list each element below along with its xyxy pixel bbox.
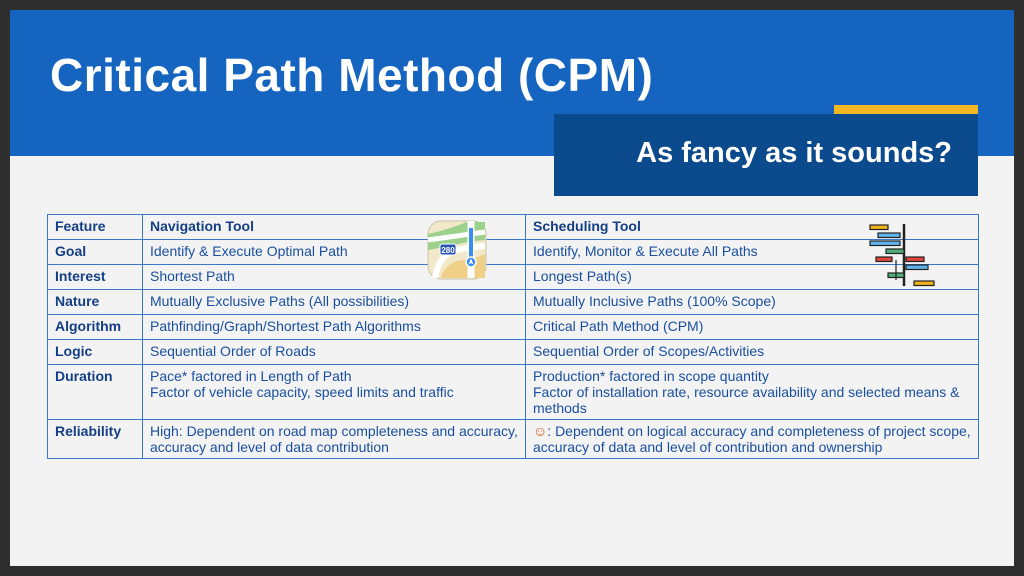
subtitle-box xyxy=(554,114,978,196)
smiley-icon: ☺ xyxy=(533,423,548,439)
table-row xyxy=(48,365,979,420)
cell-line: Longest Path(s) xyxy=(533,268,632,284)
cell-text: : Dependent on logical accuracy and completeness of project scope, accuracy of data and level of contribution and ownership xyxy=(533,423,971,455)
slide-title: Critical Path Method (CPM) xyxy=(50,49,654,101)
row-navigation-cell xyxy=(143,365,526,420)
highway-shield-label: 280 xyxy=(441,246,455,255)
cell-line: Shortest Path xyxy=(150,268,235,284)
table-row xyxy=(48,290,979,315)
row-navigation-cell xyxy=(143,290,526,315)
cell-line: High: Dependent on road map completeness and accuracy, accuracy and level of data contribution xyxy=(150,423,518,455)
table-header-row xyxy=(48,215,979,240)
gantt-chart-icon xyxy=(868,220,938,290)
header-navigation-tool: Navigation Tool xyxy=(143,215,526,240)
cell-line: Sequential Order of Scopes/Activities xyxy=(533,343,765,359)
cell-line xyxy=(533,423,971,455)
row-navigation-cell xyxy=(143,340,526,365)
table-row xyxy=(48,420,979,459)
cell-line: Production* factored in scope quantity xyxy=(533,368,769,384)
header-scheduling-tool: Scheduling Tool xyxy=(526,215,979,240)
row-scheduling-cell xyxy=(526,315,979,340)
row-navigation-cell xyxy=(143,420,526,459)
row-feature: Logic xyxy=(48,340,143,365)
row-feature: Interest xyxy=(48,265,143,290)
row-feature: Nature xyxy=(48,290,143,315)
cell-line: Identify & Execute Optimal Path xyxy=(150,243,348,259)
cell-line: Pathfinding/Graph/Shortest Path Algorithms xyxy=(150,318,421,334)
row-scheduling-cell xyxy=(526,420,979,459)
cell-line: Pace* factored in Length of Path xyxy=(150,368,352,384)
row-feature: Reliability xyxy=(48,420,143,459)
row-feature: Duration xyxy=(48,365,143,420)
cell-line: Identify, Monitor & Execute All Paths xyxy=(533,243,758,259)
cell-line: Factor of installation rate, resource availability and selected means & methods xyxy=(533,384,960,416)
cell-line: Mutually Exclusive Paths (All possibilities) xyxy=(150,293,410,309)
cell-line: Mutually Inclusive Paths (100% Scope) xyxy=(533,293,776,309)
header-feature: Feature xyxy=(48,215,143,240)
row-scheduling-cell xyxy=(526,365,979,420)
cell-line: Critical Path Method (CPM) xyxy=(533,318,704,334)
cell-line: Sequential Order of Roads xyxy=(150,343,316,359)
row-feature: Algorithm xyxy=(48,315,143,340)
row-scheduling-cell xyxy=(526,290,979,315)
maps-app-icon xyxy=(427,220,487,280)
row-navigation-cell xyxy=(143,315,526,340)
cell-line: Factor of vehicle capacity, speed limits and traffic xyxy=(150,384,454,400)
comparison-table xyxy=(47,214,979,459)
table-row xyxy=(48,315,979,340)
table-row xyxy=(48,240,979,265)
row-feature: Goal xyxy=(48,240,143,265)
table-row xyxy=(48,340,979,365)
table-row xyxy=(48,265,979,290)
row-scheduling-cell xyxy=(526,340,979,365)
slide-subtitle: As fancy as it sounds? xyxy=(636,137,952,169)
